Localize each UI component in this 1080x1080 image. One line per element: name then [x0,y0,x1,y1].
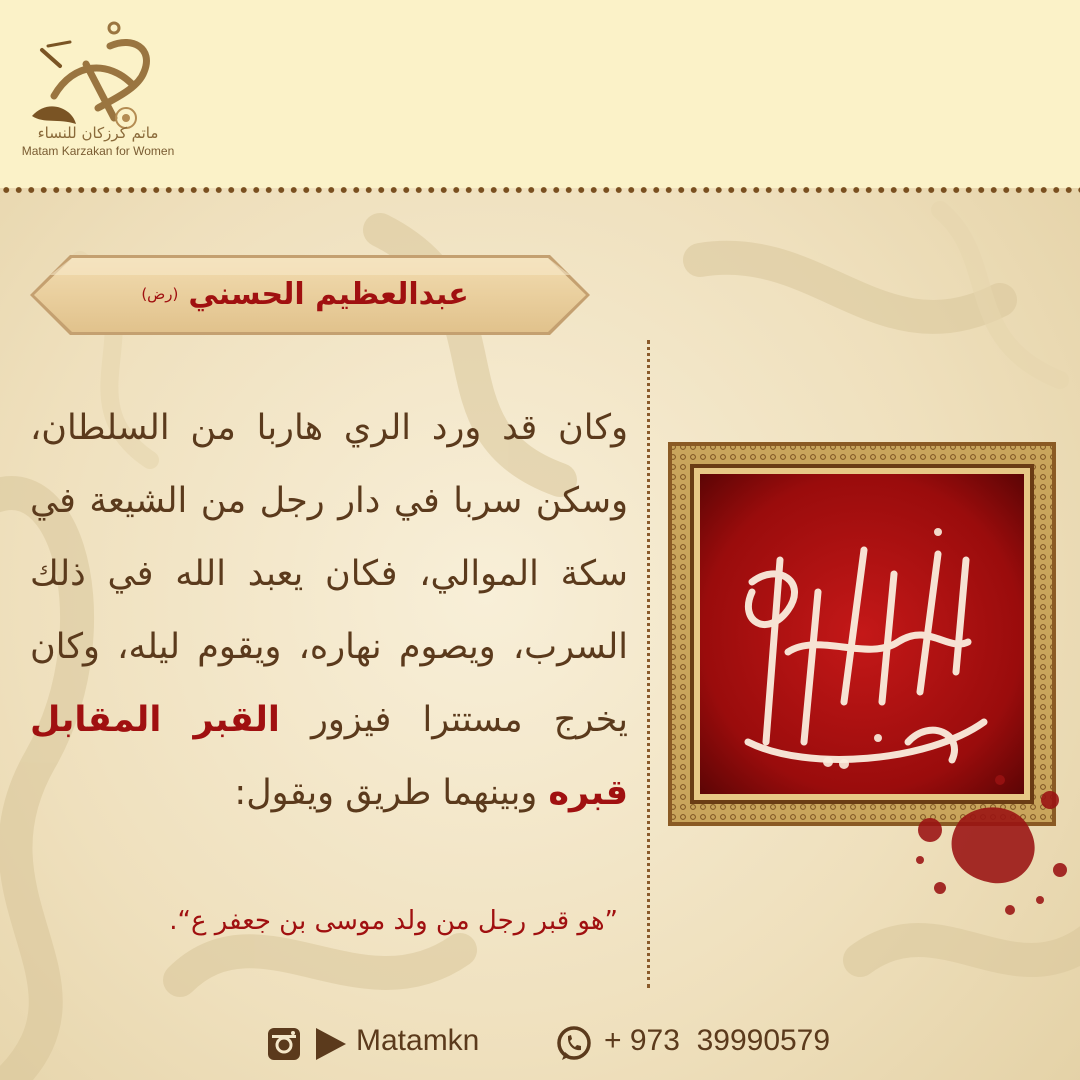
social-handle[interactable]: Matamkn [356,1024,480,1057]
body-text-part3: وبينهما طريق ويقول: [234,773,549,813]
body-paragraph [30,392,628,830]
play-icon[interactable] [312,1026,348,1062]
title-main: عبدالعظيم الحسني [188,276,469,312]
brand-name-arabic: ماتم كرزكان للنساء [37,124,159,142]
body-text-part1: وكان قد ورد الري هاربا من السلطان، وسكن سربا في دار رجل من الشيعة في سكة الموالي، فكان يعبد الله في ذلك السرب، ويصوم نهاره، ويقوم ليله، وكان يخرج مستترا فيزور [30,408,628,740]
dotted-divider [0,184,1080,196]
body-highlight-2: قبره [548,773,628,813]
vertical-dotted-divider [647,340,650,988]
quote-line: ”هو قبر رجل من ولد موسى بن جعفر ع“. [169,906,618,936]
body-highlight-1: القبر المقابل [30,700,280,740]
title-suffix: (رض) [141,285,179,303]
whatsapp-icon[interactable] [554,1024,594,1064]
blood-splatter-icon [900,760,1080,920]
page-title [70,258,540,330]
instagram-icon[interactable] [266,1026,302,1062]
calligraphy-logo-icon [14,6,184,166]
brand-name-english: Matam Karzakan for Women [21,144,175,158]
phone-number[interactable]: + 973 39990579 [604,1024,831,1057]
